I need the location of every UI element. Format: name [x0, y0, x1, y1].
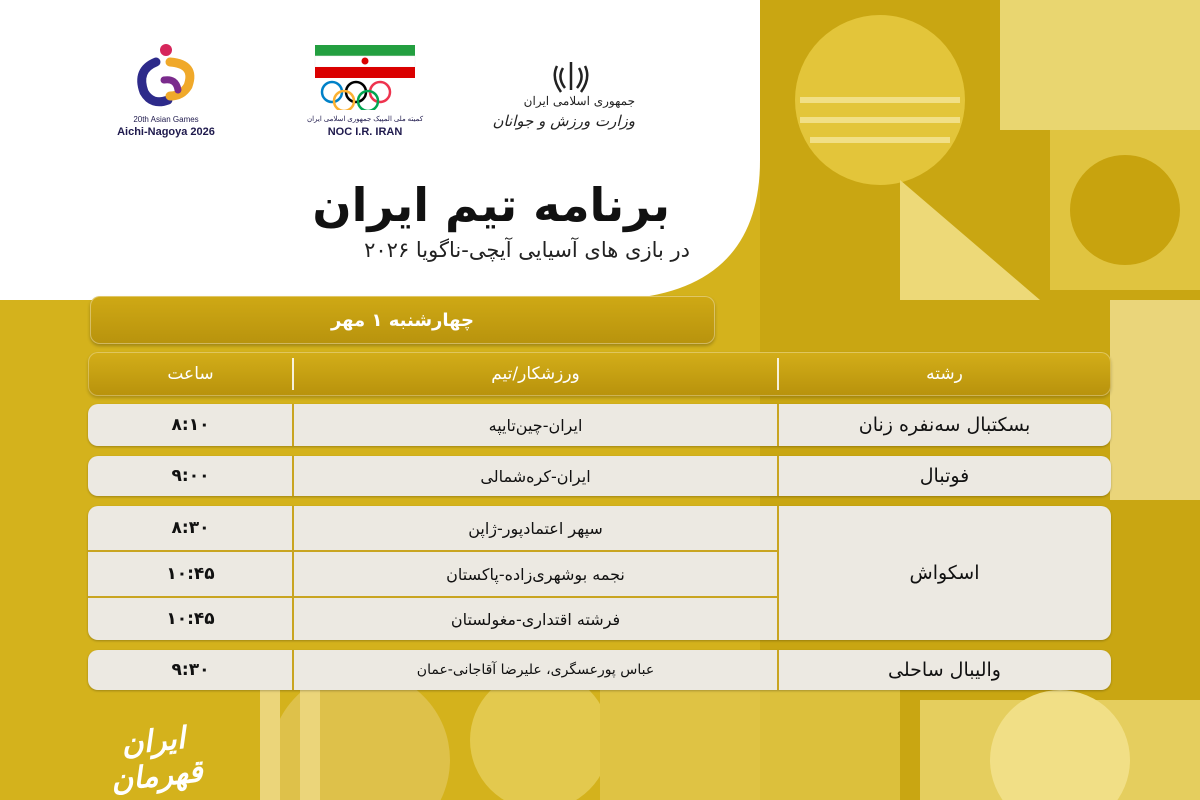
- team-cell: سپهر اعتمادپور-ژاپن: [468, 518, 603, 538]
- noc-iran-logo: [300, 40, 430, 140]
- asian-games-caption-line2: Aichi-Nagoya 2026: [117, 126, 215, 138]
- asian-games-caption-line1: 20th Asian Games: [133, 115, 199, 124]
- table-row: [88, 404, 1111, 446]
- noc-small-caption: کمیته ملی المپیک جمهوری اسلامی ایران: [306, 116, 424, 123]
- time-cell: ۱۰:۴۵: [166, 564, 215, 584]
- page-subtitle: در بازی های آسیایی آیچی-ناگویا ۲۰۲۶: [364, 238, 690, 262]
- column-header-sport: رشته: [926, 364, 963, 384]
- bottom-logo-text: ایران قهرمان: [109, 720, 205, 799]
- team-cell: فرشته اقتداری-مغولستان: [450, 609, 621, 629]
- date-label: چهارشنبه ۱ مهر: [330, 309, 475, 331]
- time-cell: ۹:۰۰: [171, 466, 210, 486]
- team-cell: ایران-کره‌شمالی: [480, 466, 591, 486]
- iran-emblem-icon: [551, 60, 591, 94]
- table-row: [88, 650, 1111, 690]
- time-cell: ۸:۳۰: [171, 518, 210, 538]
- sport-cell: والیبال ساحلی: [888, 659, 1001, 681]
- table-row: [88, 456, 1111, 496]
- team-cell: نجمه بوشهری‌زاده-پاکستان: [446, 564, 625, 584]
- time-cell: ۱۰:۴۵: [166, 609, 215, 629]
- schedule-table-header: [88, 352, 1111, 396]
- sport-cell: بسکتبال سه‌نفره زنان: [858, 414, 1031, 436]
- table-row: [88, 506, 1111, 640]
- column-divider: [292, 506, 294, 640]
- column-header-team: ورزشکار/تیم: [491, 364, 580, 384]
- ministry-line1: جمهوری اسلامی ایران: [523, 94, 635, 108]
- ministry-logo: [455, 60, 655, 140]
- page-title: برنامه تیم ایران: [312, 178, 670, 232]
- team-cell: عباس پورعسگری، علیرضا آقاجانی-عمان: [416, 662, 655, 678]
- iran-ghahreman-logo: [80, 710, 230, 799]
- ministry-line2: وزارت ورزش و جوانان: [492, 112, 635, 130]
- time-cell: ۹:۳۰: [171, 660, 210, 680]
- asian-games-logo: [96, 40, 236, 140]
- noc-caption: NOC I.R. IRAN: [327, 126, 403, 138]
- iran-flag-olympic-rings-icon: [300, 40, 430, 110]
- team-cell: ایران-چین‌تایپه: [488, 415, 583, 435]
- column-header-time: ساعت: [167, 364, 214, 384]
- date-banner: [90, 296, 715, 344]
- time-cell: ۸:۱۰: [171, 415, 210, 435]
- sport-cell: اسکواش: [909, 562, 980, 584]
- asian-games-emblem-icon: [96, 40, 236, 110]
- sport-cell: فوتبال: [919, 465, 970, 487]
